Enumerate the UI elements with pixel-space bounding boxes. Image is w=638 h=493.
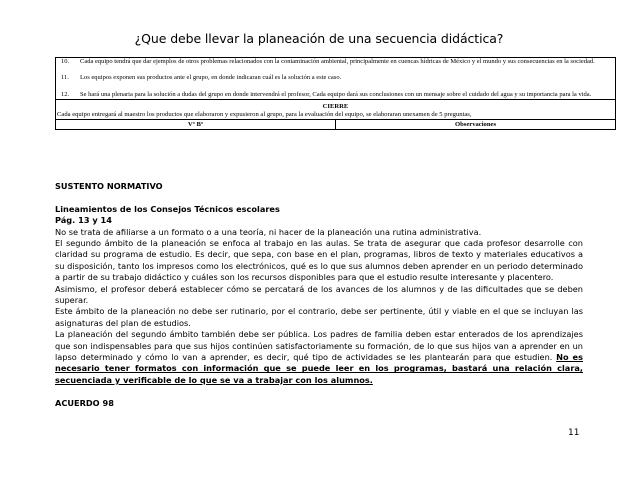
observaciones-header: Observaciones [336, 120, 616, 130]
source-title: Lineamientos de los Consejos Técnicos escolares [55, 203, 280, 214]
paragraph [55, 329, 583, 386]
source-pages: Pág. 13 y 14 [55, 215, 112, 226]
item-text: Se hará una plenaria para la solución a dudas del grupo en donde intervendrá el profesor, Cada equipo dará sus conclusiones con un mensaje sobre el cuidado del agua y su importancia para la vida. [80, 90, 592, 98]
item-number: 10. [61, 58, 70, 65]
acuerdo-heading: ACUERDO 98 [55, 397, 114, 408]
list-item [56, 91, 615, 99]
document-body [55, 181, 583, 409]
paragraph: Este ámbito de la planeación no debe ser rutinario, por el contrario, debe ser pertinente, útil y viable en el que se incluyan las asignaturas del plan de estudios. [55, 306, 583, 328]
item-number: 11. [61, 74, 69, 82]
paragraph: Asimismo, el profesor deberá establecer cómo se percatará de los avances de los alumnos y de las dificultades que se deben superar. [55, 283, 583, 306]
vobo-header: Vº Bº [56, 120, 336, 130]
section-heading: SUSTENTO NORMATIVO [55, 181, 163, 191]
item-text: Cada equipo tendrá que dar ejemplos de otros problemas relacionados con la contaminación ambiental, principalmente en cuencas hídricas de México y el mundo y sus consecuencias en la sociedad. [80, 58, 595, 65]
activity-table [55, 57, 616, 130]
paragraph: No se trata de afiliarse a un formato o a una teoría, ni hacer de la planeación una rutina administrativa. [55, 226, 482, 237]
list-item [56, 74, 615, 82]
item-text: Los equipos exponen sus productos ante el grupo, en donde indicaran cuál es la solución a este caso. [80, 74, 342, 82]
activity-cell [56, 58, 616, 100]
paragraph-text: La planeación del segundo ámbito también debe ser pública. Los padres de familia deben estar enterados de los aprendizajes que son indispensables para que sus hijos continúen satisfactoriamente su formación, de lo que sus hijos van a aprender en un lapso determinado y cómo lo van a aprender, es decir, qué tipo de actividades se les plantearán para que estudien. [55, 329, 583, 363]
activity-list [56, 58, 615, 99]
paragraph: El segundo ámbito de la planeación se enfoca al trabajo en las aulas. Se trata de asegurar que cada profesor desarrolle con claridad su programa de estudio. Es decir, que sepa, con base en el plan, programas, libros de texto y materiales educativos a su disposición, tanto los impresos como los electrónicos, qué es lo que sus alumnos deben aprender en un periodo determinado a partir de su trabajo didáctico y cuáles son los recursos disponibles para que el estudio resulte interesante y placentero. [55, 238, 583, 283]
cierre-text: Cada equipo entregará al maestro los productos que elaboraron y expusieron al grupo, para la evaluación del equipo, se elaboraran unexamen de 5 preguntas, [56, 111, 616, 120]
page-number: 11 [568, 428, 580, 438]
page-title: ¿Que debe llevar la planeación de una secuencia didáctica? [134, 31, 504, 46]
item-number: 12. [61, 90, 70, 98]
cierre-heading: CIERRE [56, 100, 616, 112]
emphasis-text: No es necesario tener formatos con información que se puede leer en los programas, bastará una relación clara, secuenciada y verificable de lo que se va a trabajar con los alumnos. [55, 352, 583, 385]
list-item [56, 58, 615, 66]
